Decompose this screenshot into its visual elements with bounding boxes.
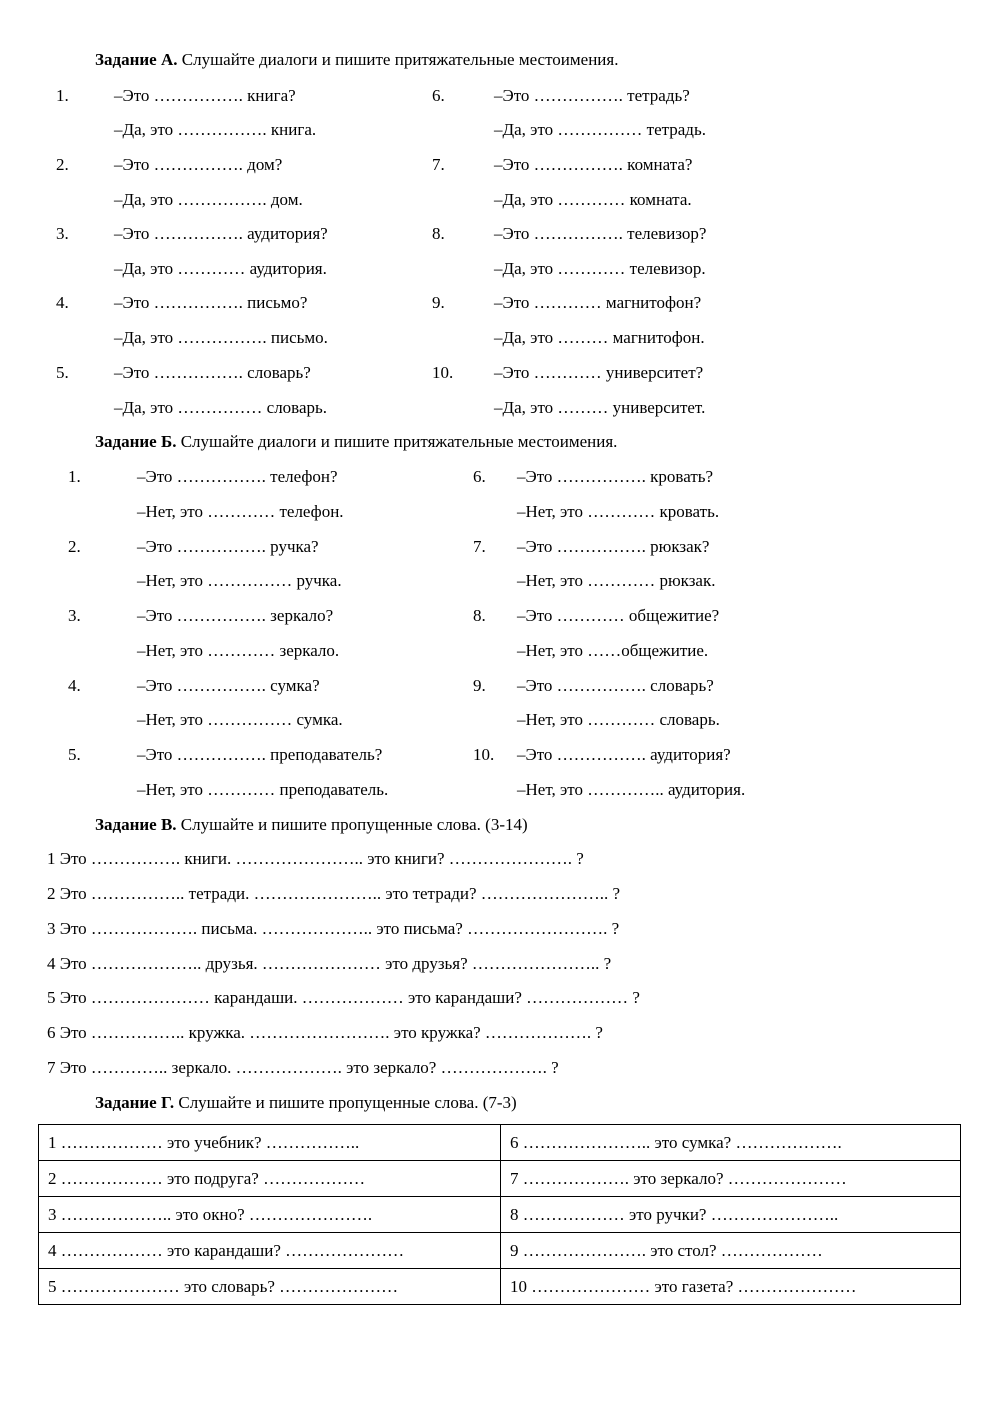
task-v-heading <box>95 816 528 833</box>
task-a-answer: –Да, это ……… университет. <box>494 398 706 417</box>
table-row <box>39 1125 961 1161</box>
task-g-instruction: Слушайте и пишите пропущенные слова. (7-3) <box>178 1093 517 1112</box>
task-v-line: 1 Это ……………. книги. ………………….. это книги? …………………. ? <box>47 849 584 868</box>
task-b-item-number: 3. <box>68 606 81 625</box>
task-b-item-number: 2. <box>68 537 81 556</box>
task-v-line: 7 Это ………….. зеркало. ………………. это зеркало? ………………. ? <box>47 1058 559 1077</box>
task-a-title: Задание А. <box>95 50 178 69</box>
task-b-answer: –Нет, это ………… преподаватель. <box>137 780 389 799</box>
table-cell: 5 ………………… это словарь? ………………… <box>39 1269 501 1305</box>
task-a-item-number: 2. <box>56 155 69 174</box>
task-v-line: 2 Это …………….. тетради. ………………….. это тетради? ………………….. ? <box>47 884 621 903</box>
task-b-answer: –Нет, это ………… рюкзак. <box>517 571 716 590</box>
task-b-question: –Это ……………. ручка? <box>137 537 319 556</box>
task-g-heading <box>95 1094 517 1111</box>
task-b-answer: –Нет, это ………… кровать. <box>517 502 720 521</box>
task-a-question: –Это ……………. письмо? <box>114 293 308 312</box>
task-b-question: –Это ……………. телефон? <box>137 467 338 486</box>
task-a-answer: –Да, это ………… телевизор. <box>494 259 706 278</box>
task-b-answer: –Нет, это ………… зеркало. <box>137 641 340 660</box>
task-a-answer: –Да, это ……… магнитофон. <box>494 328 705 347</box>
table-row <box>39 1269 961 1305</box>
task-b-answer: –Нет, это ………… словарь. <box>517 710 720 729</box>
task-v-line: 4 Это ……………….. друзья. ………………… это друзья? ………………….. ? <box>47 954 612 973</box>
task-b-item-number: 4. <box>68 676 81 695</box>
task-a-question: –Это ……………. аудитория? <box>114 224 328 243</box>
task-b-instruction: Слушайте диалоги и пишите притяжательные местоимения. <box>180 432 618 451</box>
task-a-question: –Это ……………. тетрадь? <box>494 86 690 105</box>
task-v-line: 5 Это ………………… карандаши. ……………… это карандаши? ……………… ? <box>47 988 640 1007</box>
task-b-item-number: 6. <box>473 467 486 486</box>
task-b-item-number: 9. <box>473 676 486 695</box>
task-a-item-number: 8. <box>432 224 445 243</box>
task-a-question: –Это ………… университет? <box>494 363 704 382</box>
task-b-question: –Это ……………. словарь? <box>517 676 714 695</box>
task-v-line: 6 Это …………….. кружка. ……………………. это кружка? ………………. ? <box>47 1023 603 1042</box>
task-b-question: –Это ………… общежитие? <box>517 606 720 625</box>
task-b-answer: –Нет, это …………… ручка. <box>137 571 342 590</box>
task-a-question: –Это ……………. телевизор? <box>494 224 707 243</box>
task-b-answer: –Нет, это ………… телефон. <box>137 502 344 521</box>
task-a-answer: –Да, это …………… тетрадь. <box>494 120 706 139</box>
task-a-question: –Это ……………. комната? <box>494 155 693 174</box>
task-a-item-number: 7. <box>432 155 445 174</box>
table-cell: 6 ………………….. это сумка? ………………. <box>501 1125 961 1161</box>
task-b-question: –Это ……………. рюкзак? <box>517 537 710 556</box>
task-a-item-number: 6. <box>432 86 445 105</box>
task-a-question: –Это ……………. дом? <box>114 155 283 174</box>
task-a-answer: –Да, это ………… комната. <box>494 190 692 209</box>
task-b-answer: –Нет, это ……общежитие. <box>517 641 709 660</box>
task-g-title: Задание Г. <box>95 1093 175 1112</box>
task-b-item-number: 7. <box>473 537 486 556</box>
task-b-item-number: 8. <box>473 606 486 625</box>
task-a-answer: –Да, это ……………. дом. <box>114 190 303 209</box>
table-row <box>39 1197 961 1233</box>
task-b-item-number: 10. <box>473 745 495 764</box>
task-a-question: –Это ……………. словарь? <box>114 363 311 382</box>
table-cell: 1 ……………… это учебник? …………….. <box>39 1125 501 1161</box>
task-v-line: 3 Это ………………. письма. ……………….. это письма? ……………………. ? <box>47 919 620 938</box>
task-a-answer: –Да, это ……………. письмо. <box>114 328 328 347</box>
task-a-answer: –Да, это …………… словарь. <box>114 398 328 417</box>
table-row <box>39 1233 961 1269</box>
task-g-table <box>38 1124 961 1305</box>
task-a-instruction: Слушайте диалоги и пишите притяжательные местоимения. <box>181 50 619 69</box>
task-b-title: Задание Б. <box>95 432 177 451</box>
task-b-answer: –Нет, это …………… сумка. <box>137 710 343 729</box>
task-a-item-number: 5. <box>56 363 69 382</box>
task-b-item-number: 1. <box>68 467 81 486</box>
task-b-question: –Это ……………. кровать? <box>517 467 714 486</box>
table-row <box>39 1161 961 1197</box>
task-a-question: –Это ………… магнитофон? <box>494 293 702 312</box>
task-a-heading <box>95 51 618 68</box>
task-a-item-number: 9. <box>432 293 445 312</box>
task-a-item-number: 10. <box>432 363 454 382</box>
task-v-title: Задание В. <box>95 815 177 834</box>
task-b-heading <box>95 433 617 450</box>
task-a-answer: –Да, это ……………. книга. <box>114 120 317 139</box>
task-a-answer: –Да, это ………… аудитория. <box>114 259 327 278</box>
task-b-question: –Это ……………. аудитория? <box>517 745 731 764</box>
task-b-question: –Это ……………. сумка? <box>137 676 320 695</box>
task-v-instruction: Слушайте и пишите пропущенные слова. (3-14) <box>180 815 528 834</box>
task-a-item-number: 3. <box>56 224 69 243</box>
table-cell: 8 ……………… это ручки? ………………….. <box>501 1197 961 1233</box>
table-cell: 4 ……………… это карандаши? ………………… <box>39 1233 501 1269</box>
table-cell: 9 …………………. это стол? ……………… <box>501 1233 961 1269</box>
task-a-question: –Это ……………. книга? <box>114 86 296 105</box>
task-a-item-number: 4. <box>56 293 69 312</box>
task-b-item-number: 5. <box>68 745 81 764</box>
table-cell: 7 ………………. это зеркало? ………………… <box>501 1161 961 1197</box>
task-b-answer: –Нет, это ………….. аудитория. <box>517 780 746 799</box>
task-b-question: –Это ……………. преподаватель? <box>137 745 383 764</box>
table-cell: 10 ………………… это газета? ………………… <box>501 1269 961 1305</box>
table-cell: 2 ……………… это подруга? ……………… <box>39 1161 501 1197</box>
task-b-question: –Это ……………. зеркало? <box>137 606 334 625</box>
table-cell: 3 ……………….. это окно? …………………. <box>39 1197 501 1233</box>
task-a-item-number: 1. <box>56 86 69 105</box>
